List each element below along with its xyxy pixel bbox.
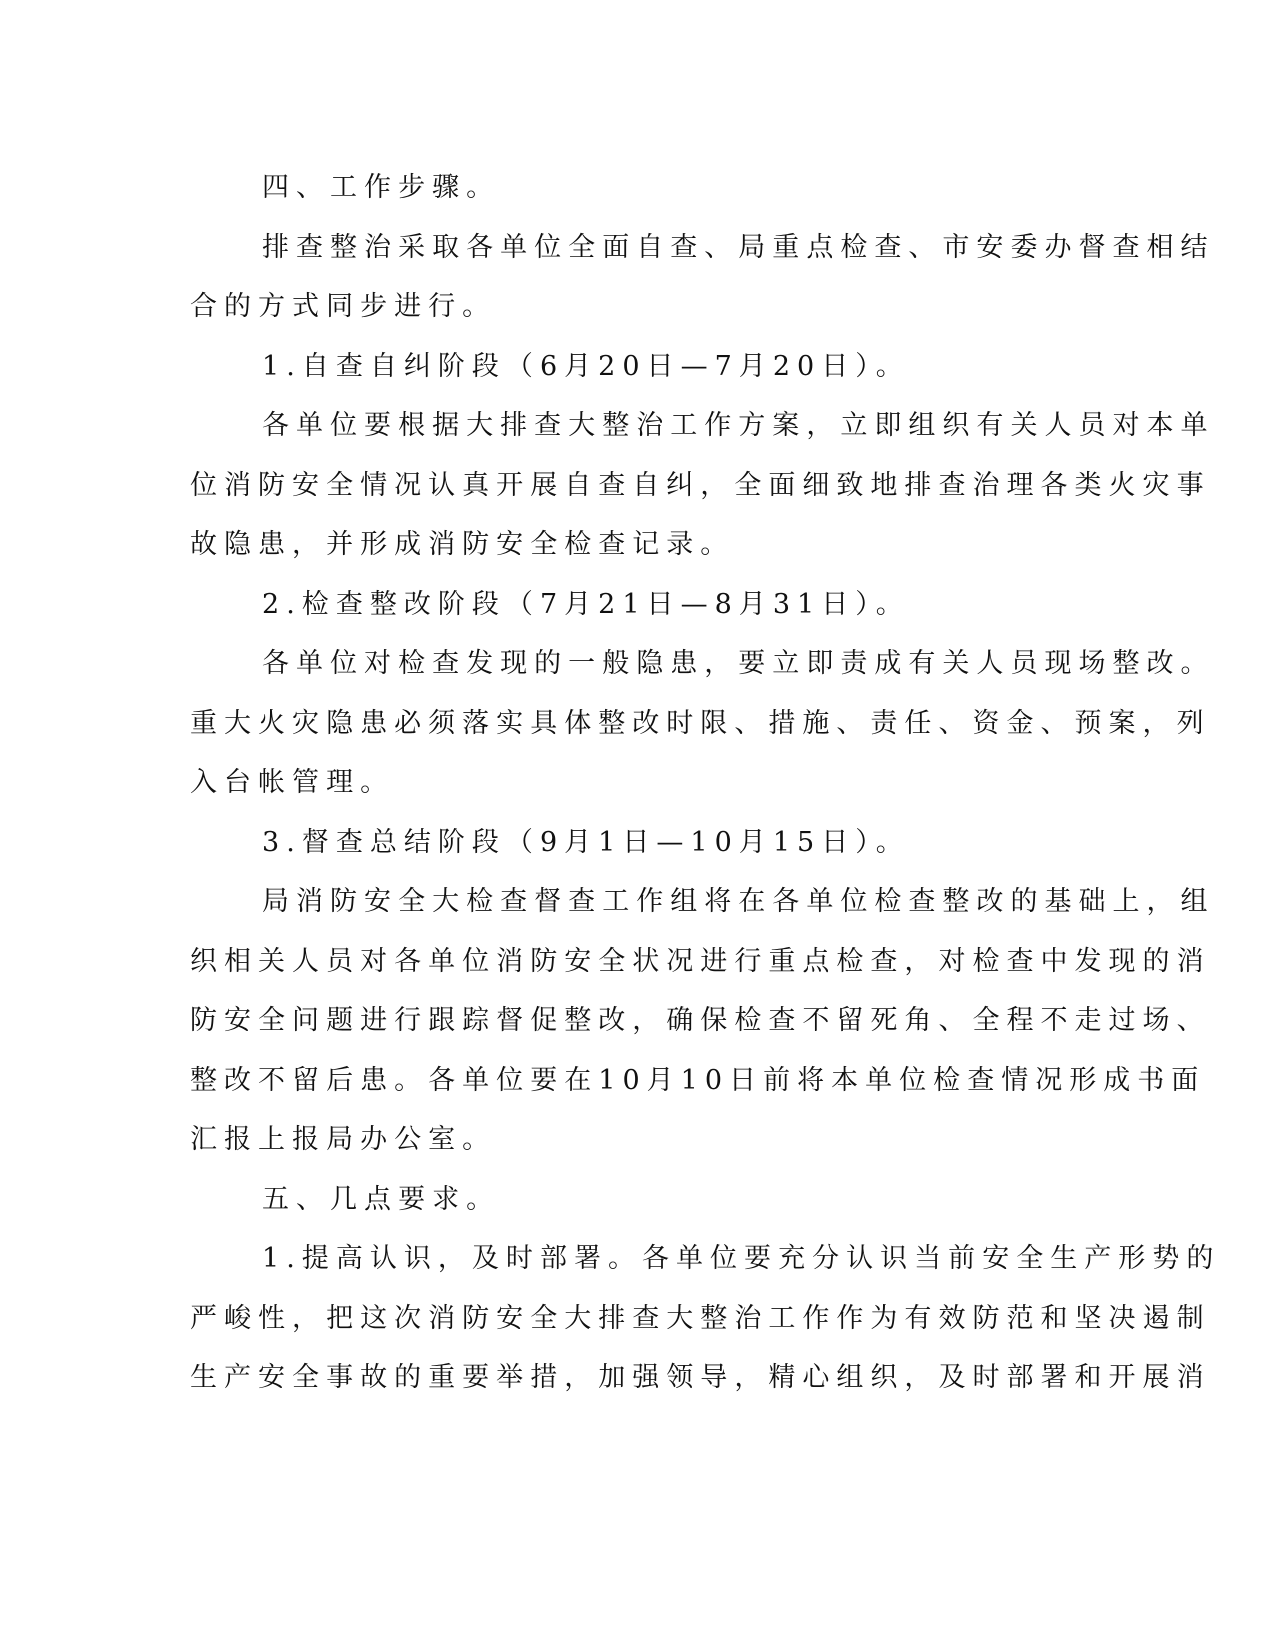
paragraph-line: 防安全问题进行跟踪督促整改，确保检查不留死角、全程不走过场、: [190, 1005, 1211, 1036]
document-body: [190, 158, 1221, 1408]
paragraph-line: 位消防安全情况认真开展自查自纠，全面细致地排查治理各类火灾事: [190, 469, 1211, 501]
paragraph-line: 整改不留后患。各单位要在10月10日前将本单位检查情况形成书面: [190, 1064, 1206, 1096]
paragraph-line: 重大火灾隐患必须落实具体整改时限、措施、责任、资金、预案，列: [190, 707, 1211, 739]
paragraph-line: 各单位要根据大排查大整治工作方案，立即组织有关人员对本单: [262, 410, 1215, 441]
paragraph-line: 局消防安全大检查督查工作组将在各单位检查整改的基础上，组: [262, 886, 1215, 917]
paragraph-line: 织相关人员对各单位消防安全状况进行重点检查，对检查中发现的消: [190, 945, 1211, 977]
stage-heading-supervision: 3.督查总结阶段（9月1日—10月15日）。: [262, 826, 910, 858]
paragraph-line: 严峻性，把这次消防安全大排查大整治工作作为有效防范和坚决遏制: [190, 1302, 1211, 1334]
stage-heading-inspection: 2.检查整改阶段（7月21日—8月31日）。: [262, 588, 910, 620]
paragraph-line: 故隐患，并形成消防安全检查记录。: [190, 529, 735, 560]
paragraph-line: 排查整治采取各单位全面自查、局重点检查、市安委办督查相结: [262, 231, 1215, 263]
stage-heading-self-check: 1.自查自纠阶段（6月20日—7月20日）。: [262, 350, 910, 382]
paragraph-line: 1.提高认识，及时部署。各单位要充分认识当前安全生产形势的: [262, 1243, 1221, 1274]
paragraph-line: 生产安全事故的重要举措，加强领导，精心组织，及时部署和开展消: [190, 1362, 1211, 1393]
paragraph-line: 合的方式同步进行。: [190, 291, 497, 322]
section-heading-work-steps: 四、工作步骤。: [262, 172, 501, 203]
paragraph-line: 汇报上报局办公室。: [190, 1124, 497, 1155]
paragraph-line: 各单位对检查发现的一般隐患，要立即责成有关人员现场整改。: [262, 648, 1215, 679]
paragraph-line: 入台帐管理。: [190, 767, 395, 798]
section-heading-requirements: 五、几点要求。: [262, 1183, 501, 1215]
